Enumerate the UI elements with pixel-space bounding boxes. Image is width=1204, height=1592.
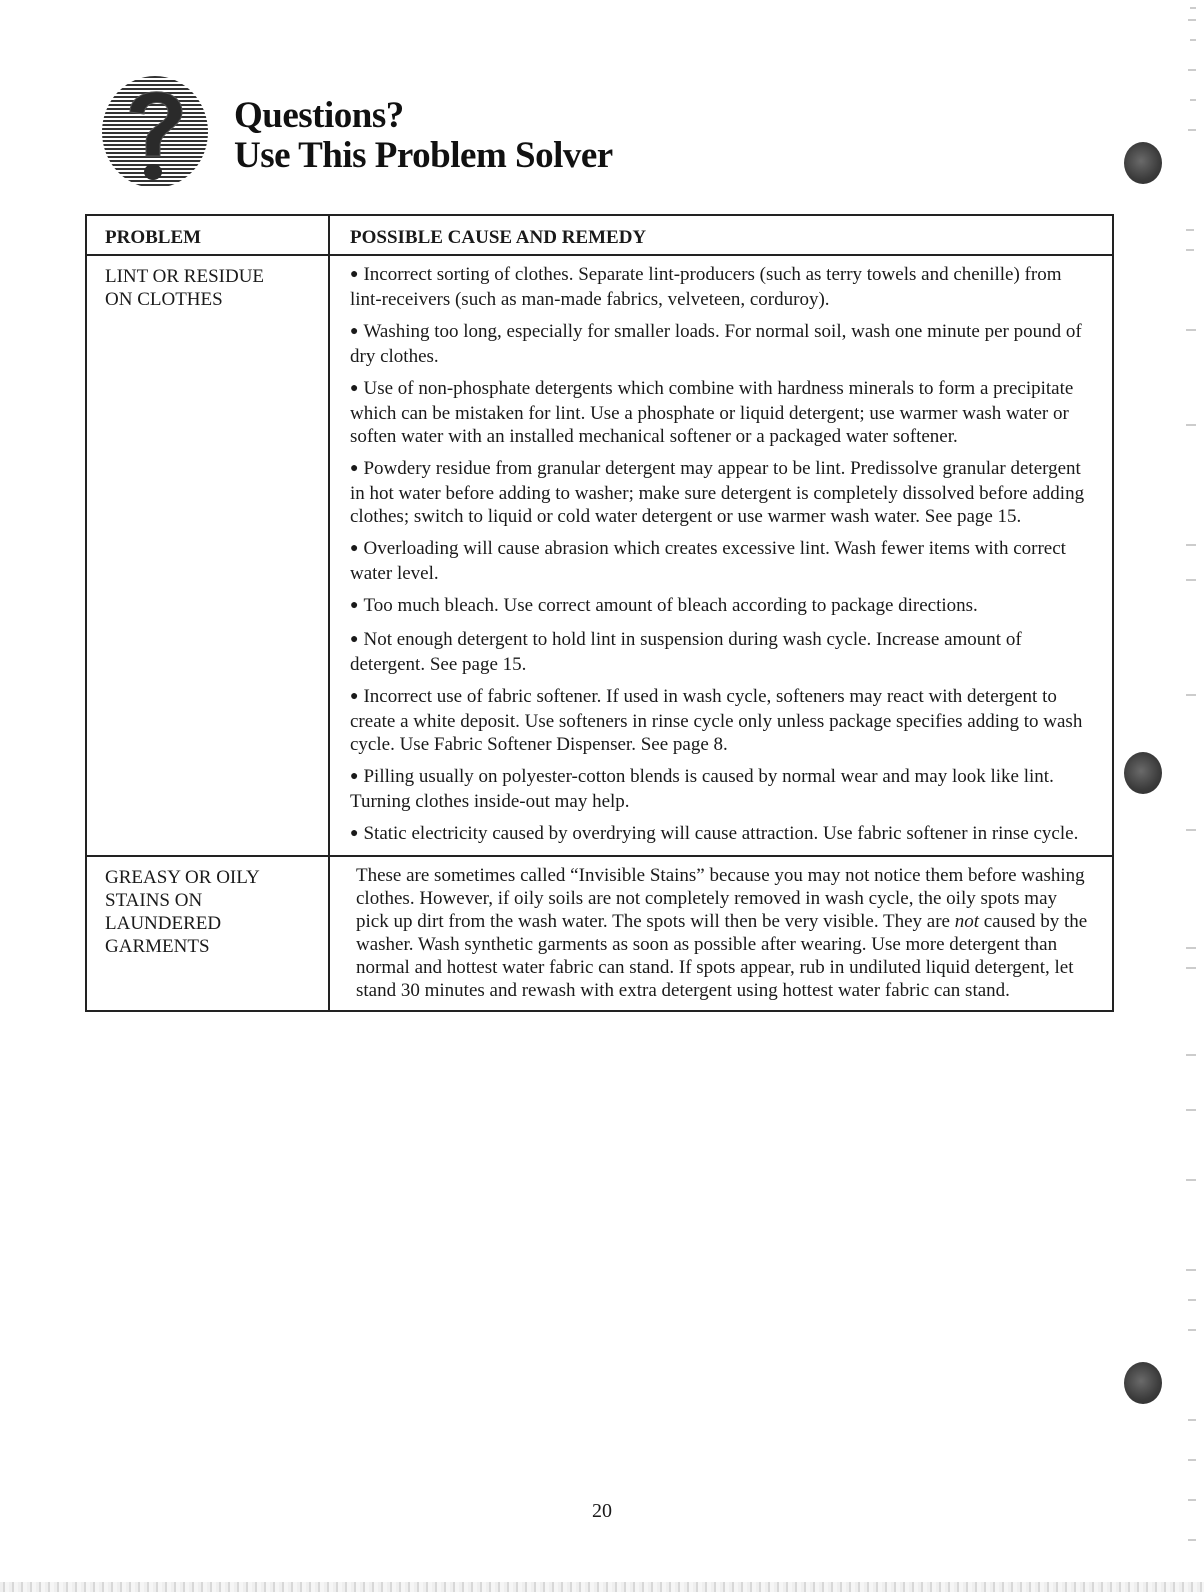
remedy-text: Use of non-phosphate detergents which combine with hardness minerals to form a precipitate which can be mistaken for lint. Use a phosphate or liquid detergent; use warmer wash water or soften water with an installed mechanical softener or a packaged water softener. xyxy=(350,378,1074,447)
binder-hole-top xyxy=(1124,142,1162,184)
title-line-1: Questions? xyxy=(234,95,404,136)
table-row-lint xyxy=(86,255,1113,856)
remedy-text: Not enough detergent to hold lint in suspension during wash cycle. Increase amount of detergent. See page 15. xyxy=(350,629,1022,675)
remedy-text: Powdery residue from granular detergent may appear to be lint. Predissolve granular detergent in hot water before adding to washer; make sure detergent is completely dissolved before adding clothes; switch to liquid or cold water detergent or use warmer wash water. See page 15. xyxy=(350,458,1085,527)
remedy-cell xyxy=(329,255,1113,856)
remedy-text: Incorrect use of fabric softener. If used in wash cycle, softeners may react with detergent to create a white deposit. Use softeners in rinse cycle only unless package specifies adding to wash cycle. Use Fabric Softener Dispenser. See page 8. xyxy=(350,686,1083,755)
binder-hole-middle xyxy=(1124,752,1162,794)
problem-line: GARMENTS xyxy=(105,936,210,957)
remedy-text: Static electricity caused by overdrying will cause attraction. Use fabric softener in rinse cycle. xyxy=(363,823,1079,844)
remedy-item xyxy=(350,685,1094,756)
scan-bottom-edge xyxy=(0,1582,1204,1592)
column-header-problem: PROBLEM xyxy=(86,215,329,255)
question-mark-icon xyxy=(100,72,210,192)
bullet-icon: ● xyxy=(350,324,359,339)
remedy-paragraph xyxy=(356,864,1094,1002)
remedy-item xyxy=(350,765,1094,813)
table-row-greasy-stains xyxy=(86,856,1113,1011)
remedy-text: Washing too long, especially for smaller loads. For normal soil, wash one minute per pound of dry clothes. xyxy=(350,321,1082,367)
question-mark-logo-graphic xyxy=(100,72,210,192)
problem-line: STAINS ON xyxy=(105,890,203,911)
bullet-icon: ● xyxy=(350,541,359,556)
scan-edge-marks xyxy=(1176,0,1198,1592)
remedy-cell xyxy=(329,856,1113,1011)
remedy-text: caused by the washer. Wash synthetic garments as soon as possible after wearing. Use more detergent than normal and hottest water fabric can stand. If spots appear, rub in undiluted liquid detergent, let stand 30 minutes and rewash with extra detergent using hottest water fabric can stand. xyxy=(356,911,1088,1001)
bullet-icon: ● xyxy=(350,632,359,647)
page-title xyxy=(234,96,613,176)
title-line-2: Use This Problem Solver xyxy=(234,135,613,176)
bullet-icon: ● xyxy=(350,461,359,476)
remedy-item xyxy=(350,320,1094,368)
problem-cell xyxy=(86,255,329,856)
bullet-icon: ● xyxy=(350,769,359,784)
problem-line: LINT OR RESIDUE xyxy=(105,266,265,287)
remedy-text: Too much bleach. Use correct amount of bleach according to package directions. xyxy=(363,595,978,616)
remedy-item xyxy=(350,457,1094,528)
problem-line: LAUNDERED xyxy=(105,913,222,934)
remedy-item xyxy=(350,537,1094,585)
remedy-item xyxy=(350,822,1094,847)
problem-cell xyxy=(86,856,329,1011)
bullet-icon: ● xyxy=(350,381,359,396)
problem-solver-table xyxy=(85,214,1114,1012)
remedy-item xyxy=(350,263,1094,311)
column-header-cause-remedy: POSSIBLE CAUSE AND REMEDY xyxy=(329,215,1113,255)
remedy-item xyxy=(350,594,1094,619)
emphasis-text: not xyxy=(954,911,979,932)
remedy-item xyxy=(350,377,1094,448)
binder-hole-bottom xyxy=(1124,1362,1162,1404)
remedy-text: Overloading will cause abrasion which creates excessive lint. Wash fewer items with correct water level. xyxy=(350,538,1066,584)
remedy-text: Pilling usually on polyester-cotton blends is caused by normal wear and may look like lint. Turning clothes inside-out may help. xyxy=(350,766,1054,812)
remedy-text: These are sometimes called “Invisible Stains” because you may not notice them before washing clothes. However, if oily soils are not completely removed in wash cycle, the oily spots may pick up dirt from the wash water. The spots will then be very visible. They are xyxy=(356,865,1085,932)
page-number: 20 xyxy=(592,1500,612,1522)
remedy-text: Incorrect sorting of clothes. Separate lint-producers (such as terry towels and chenille) from lint-receivers (such as man-made fabrics, velveteen, corduroy). xyxy=(350,264,1062,310)
bullet-icon: ● xyxy=(350,598,359,613)
problem-line: GREASY OR OILY xyxy=(105,867,260,888)
bullet-icon: ● xyxy=(350,689,359,704)
table-header-row xyxy=(86,215,1113,255)
remedy-item xyxy=(350,628,1094,676)
bullet-icon: ● xyxy=(350,826,359,841)
problem-line: ON CLOTHES xyxy=(105,289,223,310)
bullet-icon: ● xyxy=(350,267,359,282)
